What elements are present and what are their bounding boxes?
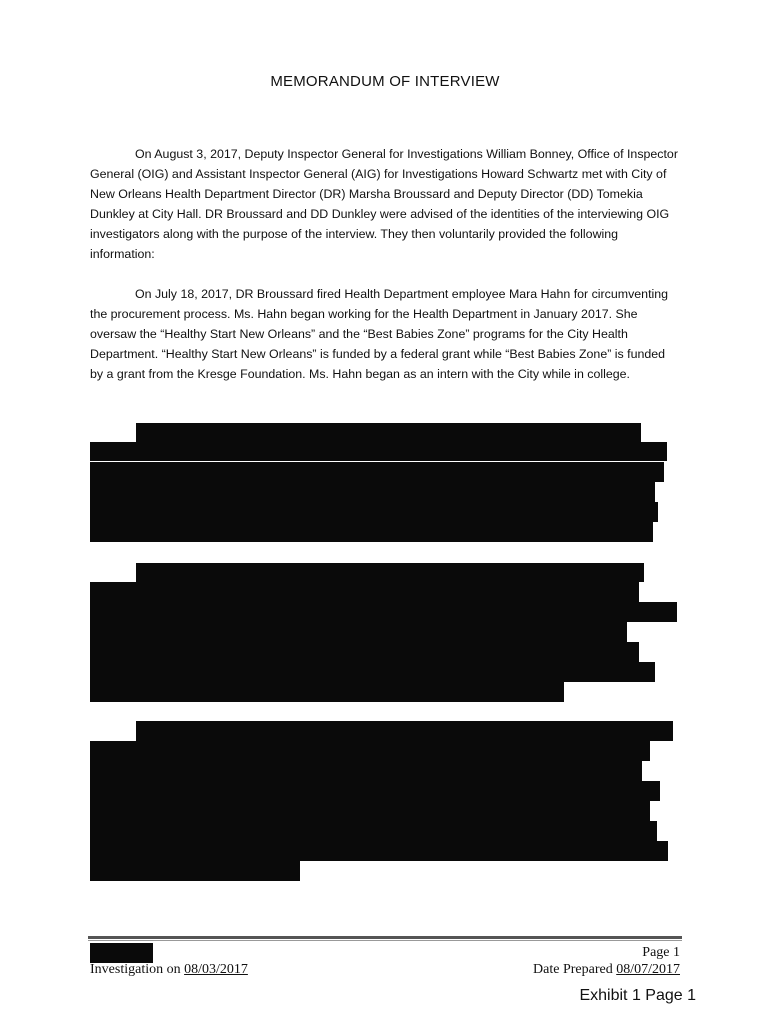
- paragraph-termination: On July 18, 2017, DR Broussard fired Health Department employee Mara Hahn for circumventing the procurement process. Ms. Hahn began working for the Health Department in January 2017. She oversaw the “Healthy Start New Orleans” and the “Best Babies Zone” programs for the City Health Department. “Healthy Start New Orleans” is funded by a federal grant while “Best Babies Zone” is funded by a grant from the Kresge Foundation. Ms. Hahn began as an intern with the City while in college.: [90, 287, 669, 381]
- redaction-bar: [90, 582, 639, 602]
- redaction-bar-footer: [90, 943, 153, 963]
- redaction-bar: [90, 442, 667, 461]
- redaction-bar: [90, 861, 300, 881]
- redaction-bar: [90, 821, 657, 841]
- date-prepared-line: [533, 962, 680, 978]
- redaction-bar: [90, 761, 642, 781]
- redaction-bar: [136, 721, 673, 741]
- redaction-bar: [136, 563, 644, 582]
- redaction-bar: [90, 801, 650, 821]
- exhibit-label: Exhibit 1 Page 1: [579, 987, 696, 1004]
- redaction-bar: [90, 622, 627, 642]
- paragraph-intro: On August 3, 2017, Deputy Inspector General for Investigations William Bonney, Office of Inspector General (OIG) and Assistant Inspector General (AIG) for Investigations Howard Schwartz met with City of New Orleans Health Department Director (DR) Marsha Broussard and Deputy Director (DD) Tomekia Dunkley at City Hall. DR Broussard and DD Dunkley were advised of the identities of the interviewing OIG investigators along with the purpose of the interview. They then voluntarily provided the following information:: [90, 147, 678, 261]
- footer-rule: [88, 936, 682, 939]
- date-prepared-value: 08/07/2017: [616, 962, 680, 977]
- redaction-bar: [90, 741, 650, 761]
- redaction-bar: [136, 423, 641, 442]
- footer-rule-thin: [88, 940, 682, 941]
- redaction-bar: [90, 502, 658, 522]
- investigation-label: Investigation on: [90, 962, 181, 977]
- date-prepared-label: Date Prepared: [533, 962, 613, 977]
- redaction-bar: [90, 482, 655, 502]
- redaction-bar: [90, 682, 564, 702]
- redaction-bar: [90, 462, 664, 482]
- redaction-bar: [90, 602, 677, 622]
- redaction-bar: [90, 642, 639, 662]
- redaction-bar: [90, 522, 653, 542]
- investigation-date: 08/03/2017: [184, 962, 248, 977]
- page-number: Page 1: [642, 945, 680, 960]
- redaction-bar: [90, 841, 668, 861]
- memo-title: MEMORANDUM OF INTERVIEW: [270, 73, 500, 90]
- redaction-bar: [90, 781, 660, 801]
- redaction-bar: [90, 662, 655, 682]
- investigation-date-line: [90, 962, 248, 978]
